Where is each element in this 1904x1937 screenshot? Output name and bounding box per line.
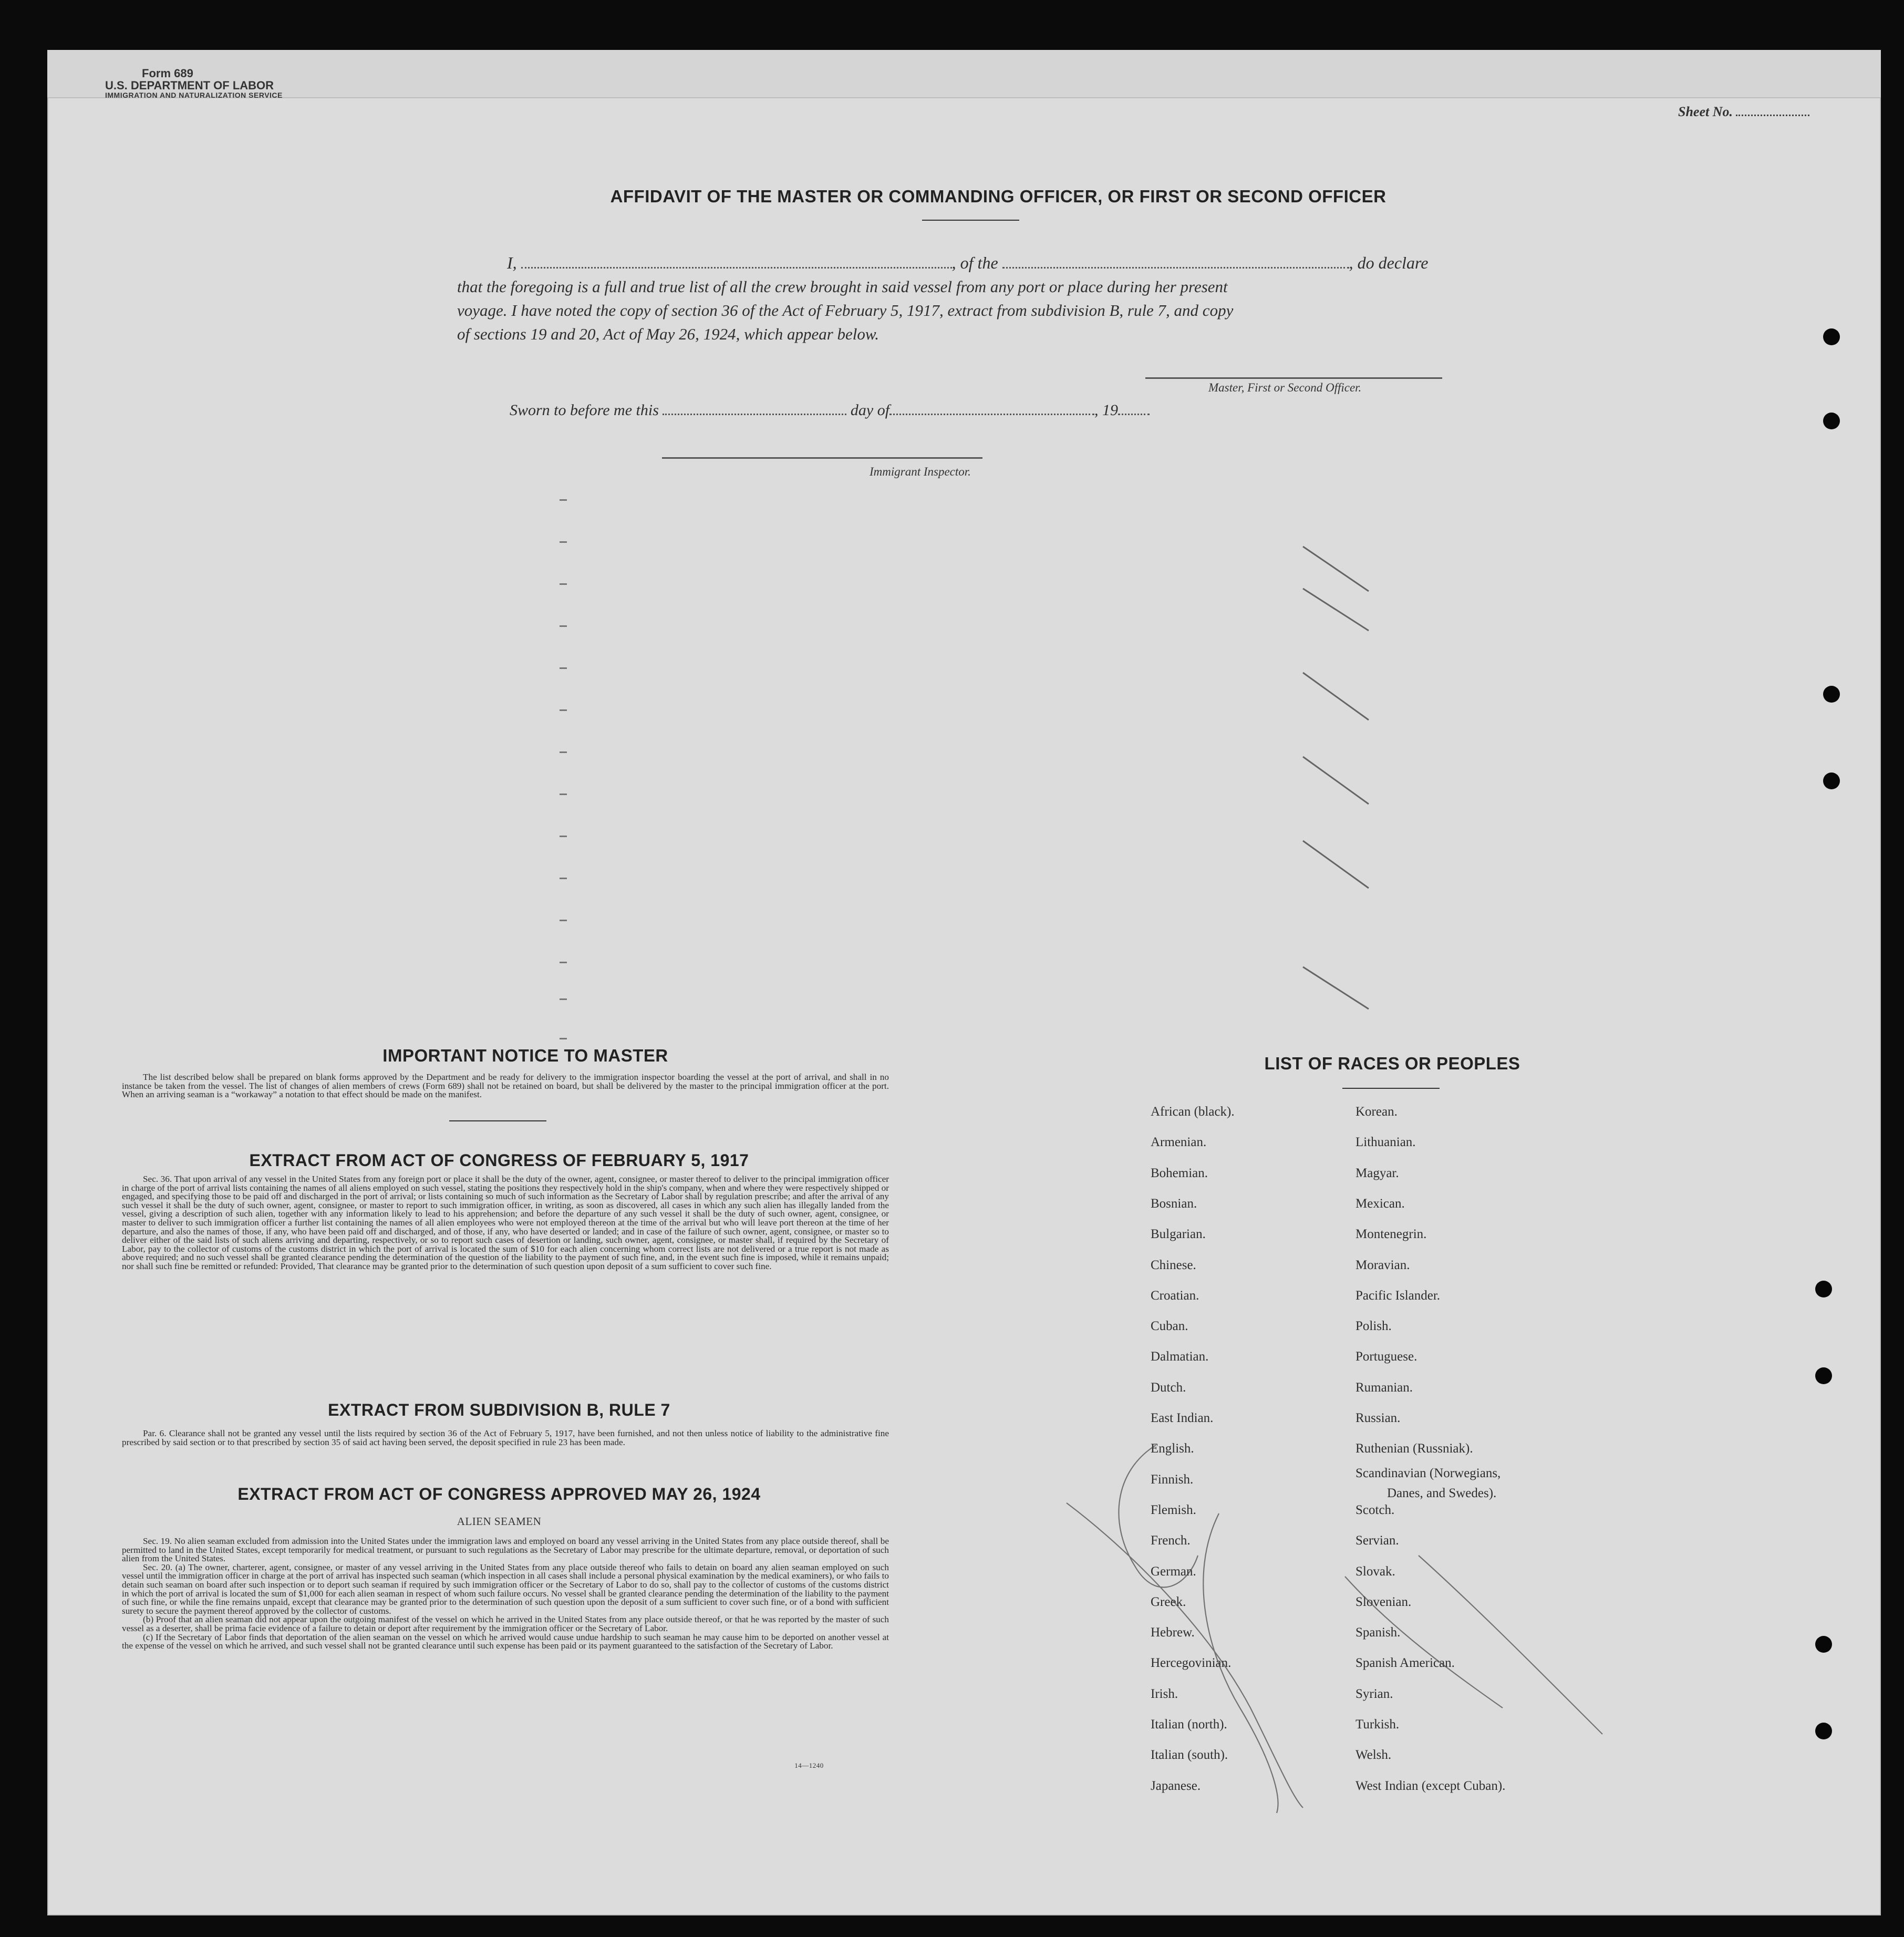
race-entry: Korean.	[1355, 1105, 1398, 1119]
race-entry: Hercegovinian.	[1151, 1656, 1232, 1671]
race-entry: Pacific Islander.	[1355, 1288, 1441, 1303]
race-entry: Finnish.	[1151, 1472, 1194, 1487]
race-entry: Slovenian.	[1355, 1594, 1412, 1609]
race-entry: Syrian.	[1355, 1686, 1393, 1701]
form-number: Form 689	[142, 67, 193, 80]
race-entry: Armenian.	[1151, 1135, 1207, 1150]
service-name: IMMIGRATION AND NATURALIZATION SERVICE	[105, 91, 283, 100]
race-entry: Moravian.	[1355, 1258, 1410, 1272]
race-entry: Croatian.	[1151, 1288, 1199, 1303]
bleed-stroke	[1303, 967, 1369, 1009]
race-entry: Hebrew.	[1151, 1625, 1195, 1640]
section-20c-paragraph: (c) If the Secretary of Labor finds that deportation of the alien seaman on the vessel on which he arrived would cause undue hardship to such seaman he may cause him to be deported on another vessel at the expense of the vessel on which he arrived, and such vessel shall not be granted clearance until such expense has been paid or its payment guaranteed to the satisfaction of the Secretary of Labor.	[122, 1632, 889, 1651]
race-entry: Turkish.	[1355, 1717, 1400, 1732]
race-entry: Scotch.	[1355, 1502, 1395, 1517]
race-entry: Dalmatian.	[1151, 1349, 1209, 1364]
bleed-stroke	[1303, 841, 1369, 888]
race-entry: Mexican.	[1355, 1196, 1405, 1211]
bleed-stroke	[1303, 547, 1369, 591]
race-entry: Lithuanian.	[1355, 1135, 1416, 1150]
inspector-signature-label: Immigrant Inspector.	[870, 465, 971, 478]
section-20b-paragraph: (b) Proof that an alien seaman did not appear upon the outgoing manifest of the vessel on which he arrived in the United States from any place outside thereof, or that he was reported by the master of such vessel as a deserter, shall be prima facie evidence of a failure to detain or deport after requirement by the immigration officer or the Secretary of Labor.	[122, 1614, 889, 1633]
race-entry: Welsh.	[1355, 1748, 1392, 1763]
pen-scrawl	[1119, 1445, 1198, 1587]
race-entry: Cuban.	[1151, 1319, 1188, 1334]
race-entry: Bulgarian.	[1151, 1227, 1206, 1242]
do-declare-label: , do declare	[1349, 253, 1429, 272]
race-entry: Spanish.	[1355, 1625, 1401, 1640]
race-entry: East Indian.	[1151, 1411, 1214, 1425]
pen-scrawl	[1345, 1577, 1503, 1708]
race-entry: Danes, and Swedes).	[1387, 1486, 1497, 1500]
sworn-day-of: day of	[850, 401, 890, 419]
race-entry: West Indian (except Cuban).	[1355, 1778, 1506, 1793]
affidavit-line-2: that the foregoing is a full and true list of all the crew brought in said vessel from any port or place during her present	[457, 277, 1228, 296]
pen-scrawl	[1419, 1555, 1602, 1734]
sworn-prefix: Sworn to before me this	[510, 401, 659, 419]
race-entry: Rumanian.	[1355, 1380, 1413, 1395]
race-entry: Magyar.	[1355, 1166, 1399, 1180]
affidavit-line-3: voyage. I have noted the copy of section 36 of the Act of February 5, 1917, extract from subdivision B, rule 7, and copy	[457, 301, 1234, 320]
races-title: LIST OF RACES OR PEOPLES	[1264, 1054, 1520, 1073]
race-entry: Portuguese.	[1355, 1349, 1417, 1364]
extract-rule7-title: EXTRACT FROM SUBDIVISION B, RULE 7	[328, 1400, 670, 1419]
race-entry: German.	[1151, 1564, 1196, 1579]
section-19-paragraph: Sec. 19. No alien seaman excluded from admission into the United States under the immigration laws and employed on board any vessel arriving in the United States from any place outside thereof, shall be permitted to land in the United States, except temporarily for medical treatment, or pursuant to such regulations as the Secretary of Labor may prescribe for the ultimate departure, removal, or deportation of such alien from the United States.	[122, 1536, 889, 1564]
race-entry: Dutch.	[1151, 1380, 1186, 1395]
race-entry: Japanese.	[1151, 1778, 1201, 1793]
pen-scrawl	[1203, 1513, 1278, 1813]
race-entry: Russian.	[1355, 1411, 1401, 1425]
race-entry: Spanish American.	[1355, 1656, 1455, 1671]
race-entry: Bohemian.	[1151, 1166, 1208, 1180]
section-20a-paragraph: Sec. 20. (a) The owner, charterer, agent, consignee, or master of any vessel arriving in the United States from any place outside thereof who fails to detain on board any alien seaman employed on such vessel until the immigration officer in charge at the port of arrival has inspected such seaman (which inspection in all cases shall include a personal physical examination by the medical examiners), or who fails to detain such seaman on board after such inspection or to deport such seaman if required by such immigration officer or the Secretary of Labor to do so, shall pay to the collector of customs of the customs district in which the port of arrival is located the sum of $1,000 for each alien seaman in respect of whom such failure occurs. No vessel shall be granted clearance pending the determination of the liability to the payment of such fine, or while the fine remains unpaid, except that clearance may be granted prior to the determination of such question upon the deposit of a sum sufficient to cover such fine, or of a bond with sufficient surety to secure the payment thereof approved by the collector of customs.	[122, 1562, 889, 1616]
race-entry: Irish.	[1151, 1686, 1178, 1701]
sworn-year: , 19	[1094, 401, 1119, 419]
rule7-paragraph: Par. 6. Clearance shall not be granted any vessel until the lists required by section 36 of the Act of February 5, 1917, have been furnished, and not then unless notice of liability to the administrative fine prescribed by said section or to that prescribed by section 35 of said act having been served, the deposit specified in rule 23 has been made.	[122, 1428, 889, 1447]
bleed-stroke	[1303, 673, 1369, 720]
race-entry: African (black).	[1151, 1105, 1235, 1119]
alien-seamen-subtitle: ALIEN SEAMEN	[457, 1515, 542, 1528]
extract-1924-title: EXTRACT FROM ACT OF CONGRESS APPROVED MAY 26, 1924	[237, 1485, 761, 1503]
affidavit-title: AFFIDAVIT OF THE MASTER OR COMMANDING OFFICER, OR FIRST OR SECOND OFFICER	[610, 187, 1386, 206]
sheet-number-label: Sheet No.	[1678, 104, 1733, 119]
race-entry: Scandinavian (Norwegians,	[1355, 1466, 1501, 1480]
race-entry: Chinese.	[1151, 1258, 1196, 1272]
race-entry: English.	[1151, 1441, 1194, 1456]
bleed-stroke	[1303, 589, 1369, 631]
extract-1917-title: EXTRACT FROM ACT OF CONGRESS OF FEBRUARY 5, 1917	[249, 1151, 749, 1170]
bleed-stroke	[1303, 757, 1369, 804]
race-entry: Polish.	[1355, 1319, 1392, 1334]
master-signature-label: Master, First or Second Officer.	[1208, 381, 1362, 394]
race-entry: Italian (north).	[1151, 1717, 1227, 1732]
race-entry: Italian (south).	[1151, 1748, 1228, 1763]
race-entry: Flemish.	[1151, 1502, 1196, 1517]
form-print-code: 14—1240	[794, 1761, 824, 1769]
of-the-label: , of the	[951, 253, 998, 272]
race-entry: Slovak.	[1355, 1564, 1395, 1579]
race-entry: Greek.	[1151, 1594, 1186, 1609]
department-name: U.S. DEPARTMENT OF LABOR	[105, 79, 274, 92]
notice-title: IMPORTANT NOTICE TO MASTER	[382, 1046, 668, 1065]
race-entry: Bosnian.	[1151, 1196, 1197, 1211]
race-entry: Montenegrin.	[1355, 1227, 1427, 1242]
race-entry: French.	[1151, 1533, 1191, 1548]
declarant-prefix: I,	[507, 253, 517, 272]
race-entry: Ruthenian (Russniak).	[1355, 1441, 1473, 1456]
section-36-paragraph: Sec. 36. That upon arrival of any vessel in the United States from any foreign port or place it shall be the duty of the owner, agent, consignee, or master thereof to deliver to the principal immigration officer in charge of the port of arrival lists containing the names of all aliens employed on such vessel, stating the positions they respectively hold in the ship's company, when and where they were respectively shipped or engaged, and specifying those to be paid off and discharged in the port of arrival; or lists containing so much of such information as the Secretary of Labor shall by regulation prescribe; and after the arrival of any such vessel it shall be the duty of such owner, agent, consignee, or master to report to such immigration officer, in writing, as soon as discovered, all cases in which any such alien has illegally landed from the vessel, giving a description of such alien, together with any information likely to lead to his apprehension; and before the departure of any such vessel it shall be the duty of such owner, agent, consignee, or master to deliver to such immigration officer a further list containing the names of all alien employees who were not employed thereon at the time of the arrival but who will leave port thereon at the time of her departure, and also the names of those, if any, who have been paid off and discharged, and of those, if any, who have deserted or landed; and in case of the failure of such owner, agent, consignee, or master so to deliver either of the said lists of such aliens arriving and departing, respectively, or so to report such cases of desertion or landing, such owner, agent, consignee, or master shall, if required by the Secretary of Labor, pay to the collector of customs of the customs district in which the port of arrival is located the sum of $10 for each alien concerning whom correct lists are not delivered or a true report is not made as above required; and no such vessel shall be granted clearance pending the determination of the question of the liability to the payment of such fine, and, in the event such fine is imposed, while it remains unpaid; nor shall such fine be remitted or refunded: Provided, That clearance may be granted prior to the determination of such question upon deposit of a sum sufficient to cover such fine.	[122, 1174, 889, 1271]
notice-paragraph: The list described below shall be prepared on blank forms approved by the Department and be ready for delivery to the immigration inspector boarding the vessel at the port of arrival, and shall in no instance be taken from the vessel. The list of changes of alien members of crews (Form 689) shall not be retained on board, but shall be delivered by the master to the principal immigration officer at the port. When an arriving seaman is a “workaway” a notation to that effect should be made on the manifest.	[122, 1072, 889, 1100]
affidavit-line-4: of sections 19 and 20, Act of May 26, 1924, which appear below.	[457, 325, 879, 343]
race-entry: Servian.	[1355, 1533, 1399, 1548]
